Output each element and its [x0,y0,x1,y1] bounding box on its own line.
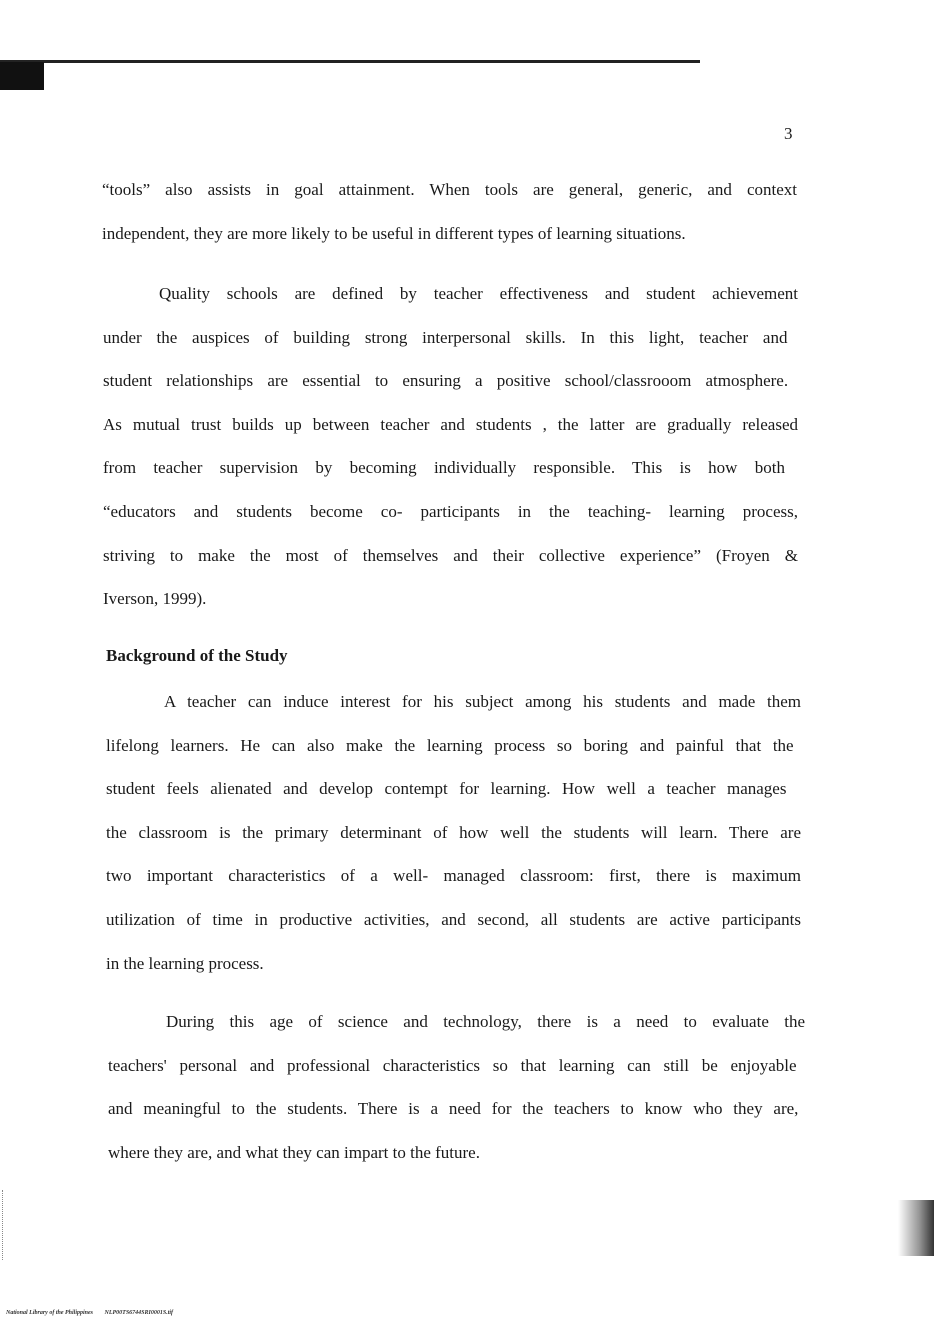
text-line: A teacher can induce interest for his subject among his students and made them [164,692,801,711]
text-line: utilization of time in productive activities, and second, all students are active participants [106,909,801,929]
text-line: “tools” also assists in goal attainment. When tools are general, generic, and context [102,180,797,199]
text-line: two important characteristics of a well- managed classroom: first, there is maximum [106,866,801,886]
paragraph-continuation [102,168,797,255]
scan-edge-shadow [898,1200,934,1256]
text-line: student feels alienated and develop contempt for learning. How well a teacher manages [106,779,787,799]
text-line: from teacher supervision by becoming individually responsible. This is how both [103,458,785,478]
text-line: teachers' personal and professional characteristics so that learning can still be enjoyable [108,1055,797,1075]
footer-code: NLP00TS6744SRI0001S.tif [104,1310,174,1316]
paragraph-science-technology [108,1000,805,1174]
text-line: the classroom is the primary determinant of how well the students will learn. There are [106,822,801,842]
text-line: “educators and students become co- participants in the teaching- learning process, [103,501,798,521]
text-line: As mutual trust builds up between teacher and students , the latter are gradually released [103,414,798,434]
footer-library: National Library of the Philippines [6,1310,94,1316]
text-line: lifelong learners. He can also make the learning process so boring and painful that the [106,735,794,755]
section-heading: Background of the Study [106,646,288,665]
scan-corner-mark [0,62,44,90]
text-line: independent, they are more likely to be useful in different types of learning situations. [102,223,686,243]
text-line: Quality schools are defined by teacher effectiveness and student achievement [159,284,798,303]
text-line: striving to make the most of themselves and their collective experience” (Froyen & [103,545,798,565]
text-line: During this age of science and technology, there is a need to evaluate the [166,1012,805,1031]
scan-top-line [0,60,700,63]
paragraph-quality-schools [103,272,798,621]
text-line: student relationships are essential to ensuring a positive school/classrooom atmosphere. [103,371,789,391]
text-line: Iverson, 1999). [103,589,207,609]
text-line: where they are, and what they can impart to the future. [108,1142,480,1162]
page-number: 3 [784,124,793,143]
text-line: under the auspices of building strong interpersonal skills. In this light, teacher and [103,327,788,347]
text-line: and meaningful to the students. There is a need for the teachers to know who they are, [108,1099,799,1119]
scan-edge-dots [2,1190,5,1260]
scan-footer [6,1310,173,1316]
paragraph-background [106,680,801,985]
text-line: in the learning process. [106,953,264,973]
